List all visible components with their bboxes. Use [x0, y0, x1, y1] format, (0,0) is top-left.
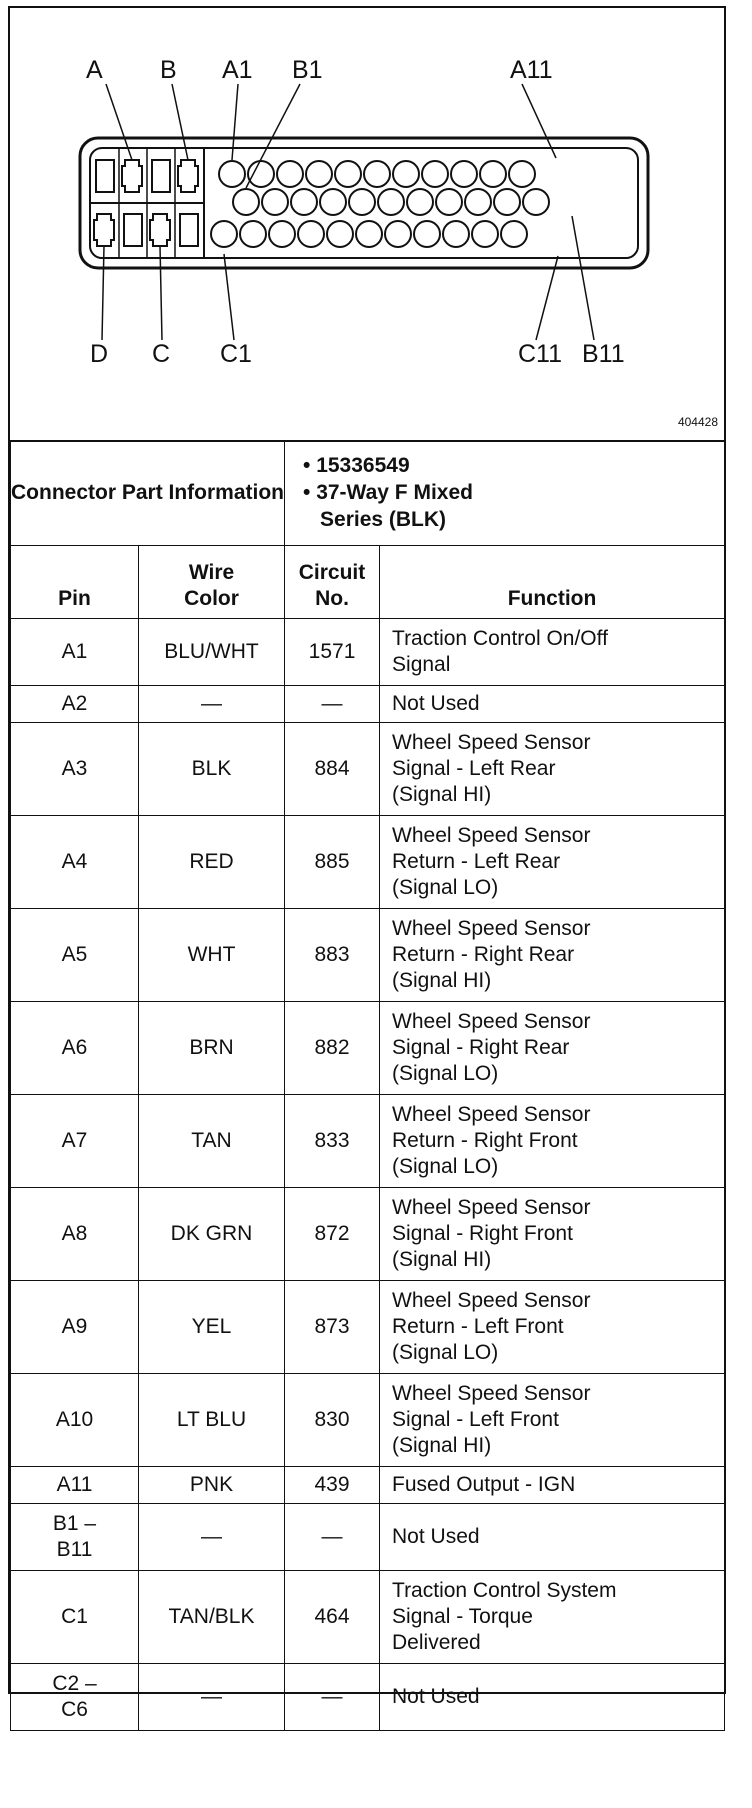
pin-hole-a2	[248, 161, 274, 187]
pin-hole-c11	[501, 221, 527, 247]
pin-hole-c9	[443, 221, 469, 247]
connector-info-label: Connector Part Information	[11, 441, 285, 546]
wire-color-cell: —	[139, 1504, 285, 1571]
pin-hole-b7	[407, 189, 433, 215]
pin-hole-c5	[327, 221, 353, 247]
function-cell: Fused Output - IGN	[380, 1467, 725, 1504]
label-b11: B11	[582, 340, 625, 368]
pin-cell: A7	[11, 1095, 139, 1188]
connector-type-line2: Series (BLK)	[320, 508, 447, 531]
circuit-cell: 883	[285, 909, 380, 1002]
wire-color-cell: PNK	[139, 1467, 285, 1504]
pin-cell: C2 – C6	[11, 1664, 139, 1731]
pin-hole-b9	[465, 189, 491, 215]
header-wire-color: Wire Color	[139, 546, 285, 619]
pin-hole-c7	[385, 221, 411, 247]
pin-cell: B1 – B11	[11, 1504, 139, 1571]
label-b1: B1	[292, 56, 323, 84]
pin-hole-b1	[233, 189, 259, 215]
label-a: A	[86, 56, 103, 84]
wire-color-cell: BLK	[139, 723, 285, 816]
table-row	[11, 1281, 725, 1374]
function-cell: Traction Control On/Off Signal	[380, 619, 725, 686]
circuit-cell: 882	[285, 1002, 380, 1095]
pin-hole-c3	[269, 221, 295, 247]
table-row	[11, 1571, 725, 1664]
pin-hole-b10	[494, 189, 520, 215]
header-row	[11, 546, 725, 619]
pin-hole-a6	[364, 161, 390, 187]
pin-hole-b5	[349, 189, 375, 215]
wire-color-cell: YEL	[139, 1281, 285, 1374]
pin-cell: C1	[11, 1571, 139, 1664]
function-cell: Not Used	[380, 1504, 725, 1571]
header-circuit-no: Circuit No.	[285, 546, 380, 619]
wire-color-cell: TAN	[139, 1095, 285, 1188]
label-a11: A11	[510, 56, 553, 84]
wire-color-cell: WHT	[139, 909, 285, 1002]
table-row	[11, 1504, 725, 1571]
table-row	[11, 619, 725, 686]
label-a1: A1	[222, 56, 253, 84]
circuit-cell: —	[285, 1664, 380, 1731]
wire-color-cell: —	[139, 1664, 285, 1731]
function-cell: Wheel Speed Sensor Return - Right Front (Signal LO)	[380, 1095, 725, 1188]
function-cell: Not Used	[380, 686, 725, 723]
label-c11: C11	[518, 340, 563, 368]
pin-hole-a5	[335, 161, 361, 187]
pin-hole-a9	[451, 161, 477, 187]
pin-hole-c2	[240, 221, 266, 247]
pin-hole-c8	[414, 221, 440, 247]
pin-cell: A9	[11, 1281, 139, 1374]
pin-hole-a10	[480, 161, 506, 187]
pin-hole-b11	[523, 189, 549, 215]
circuit-cell: —	[285, 1504, 380, 1571]
pin-hole-a11	[509, 161, 535, 187]
circuit-cell: 830	[285, 1374, 380, 1467]
wire-color-cell: DK GRN	[139, 1188, 285, 1281]
function-cell: Wheel Speed Sensor Return - Left Front (Signal LO)	[380, 1281, 725, 1374]
function-cell: Wheel Speed Sensor Signal - Right Front (Signal HI)	[380, 1188, 725, 1281]
pin-cell: A4	[11, 816, 139, 909]
pin-cell: A6	[11, 1002, 139, 1095]
table-row	[11, 686, 725, 723]
connector-diagram	[10, 8, 724, 442]
pin-hole-b3	[291, 189, 317, 215]
pin-cell: A11	[11, 1467, 139, 1504]
table-row	[11, 816, 725, 909]
label-c: C	[152, 340, 171, 368]
pin-hole-b2	[262, 189, 288, 215]
pin-hole-b6	[378, 189, 404, 215]
function-cell: Wheel Speed Sensor Return - Left Rear (Signal LO)	[380, 816, 725, 909]
pin-cell: A8	[11, 1188, 139, 1281]
label-d: D	[90, 340, 109, 368]
pin-hole-c10	[472, 221, 498, 247]
pin-hole-b4	[320, 189, 346, 215]
function-cell: Wheel Speed Sensor Signal - Right Rear (Signal LO)	[380, 1002, 725, 1095]
table-row	[11, 1664, 725, 1731]
function-cell: Traction Control System Signal - Torque Delivered	[380, 1571, 725, 1664]
pin-hole-a3	[277, 161, 303, 187]
function-cell: Wheel Speed Sensor Return - Right Rear (Signal HI)	[380, 909, 725, 1002]
pin-cell: A10	[11, 1374, 139, 1467]
connector-part-number: 15336549	[316, 454, 410, 477]
pin-hole-a7	[393, 161, 419, 187]
wire-color-cell: BLU/WHT	[139, 619, 285, 686]
header-function: Function	[380, 546, 725, 619]
header-pin: Pin	[11, 546, 139, 619]
table-row	[11, 1467, 725, 1504]
table-row	[11, 1095, 725, 1188]
wire-color-cell: LT BLU	[139, 1374, 285, 1467]
table-row	[11, 1002, 725, 1095]
circuit-cell: 439	[285, 1467, 380, 1504]
pin-hole-c1	[211, 221, 237, 247]
pin-cell: A1	[11, 619, 139, 686]
pin-hole-a4	[306, 161, 332, 187]
connector-info-row	[11, 441, 725, 546]
pin-hole-c4	[298, 221, 324, 247]
table-row	[11, 1374, 725, 1467]
circuit-cell: 464	[285, 1571, 380, 1664]
circuit-cell: 885	[285, 816, 380, 909]
function-cell: Not Used	[380, 1664, 725, 1731]
table-row	[11, 909, 725, 1002]
circuit-cell: 872	[285, 1188, 380, 1281]
wire-color-cell: —	[139, 686, 285, 723]
connector-info-values: • 15336549 • 37-Way F Mixed Series (BLK)	[285, 441, 725, 546]
circuit-cell: 884	[285, 723, 380, 816]
pin-hole-b8	[436, 189, 462, 215]
table-row	[11, 1188, 725, 1281]
pin-cell: A3	[11, 723, 139, 816]
pin-hole-a1	[219, 161, 245, 187]
pin-hole-c6	[356, 221, 382, 247]
circuit-cell: 1571	[285, 619, 380, 686]
function-cell: Wheel Speed Sensor Signal - Left Front (Signal HI)	[380, 1374, 725, 1467]
table-row	[11, 723, 725, 816]
label-c1: C1	[220, 340, 252, 368]
circuit-cell: 873	[285, 1281, 380, 1374]
wire-color-cell: BRN	[139, 1002, 285, 1095]
connector-sheet	[8, 6, 726, 1721]
wire-color-cell: RED	[139, 816, 285, 909]
pin-cell: A2	[11, 686, 139, 723]
circuit-cell: —	[285, 686, 380, 723]
wire-color-cell: TAN/BLK	[139, 1571, 285, 1664]
function-cell: Wheel Speed Sensor Signal - Left Rear (Signal HI)	[380, 723, 725, 816]
label-b: B	[160, 56, 177, 84]
pinout-table	[10, 440, 725, 1731]
pin-cell: A5	[11, 909, 139, 1002]
pin-hole-a8	[422, 161, 448, 187]
connector-type-line1: 37-Way F Mixed	[316, 481, 473, 504]
circuit-cell: 833	[285, 1095, 380, 1188]
figure-number: 404428	[677, 415, 718, 429]
connector-drawing	[10, 8, 724, 440]
